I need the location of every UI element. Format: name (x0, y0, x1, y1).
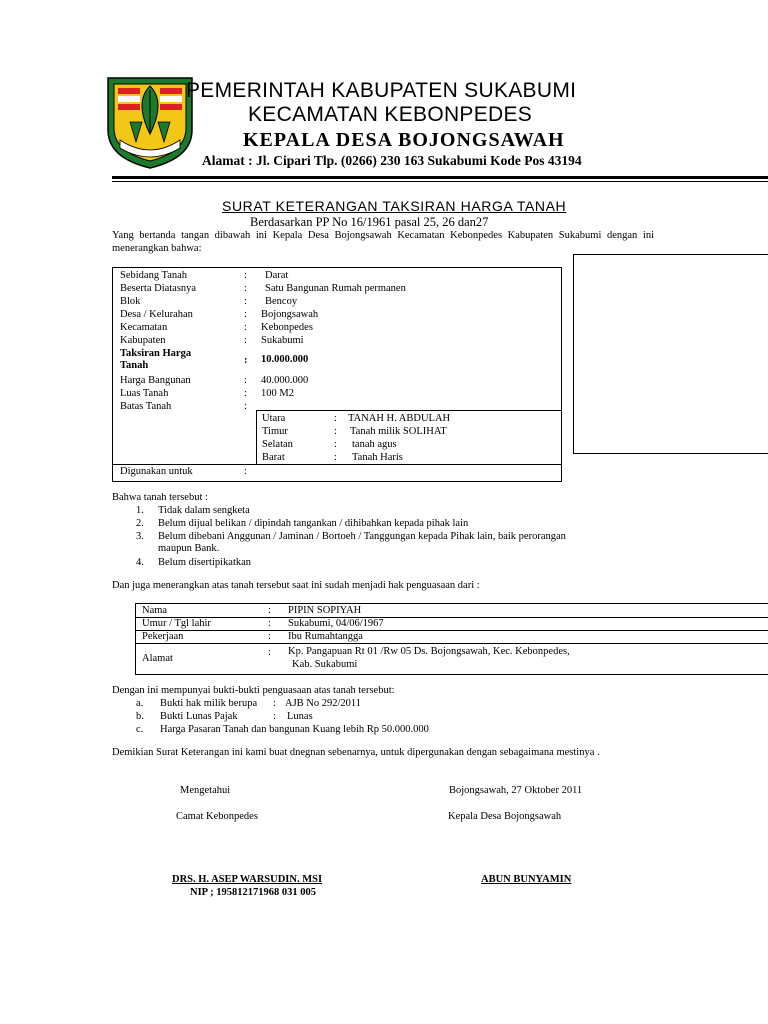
owner-value: Ibu Rumahtangga (288, 631, 363, 642)
owner-address-line1: Kp. Pangapuan Rt 01 /Rw 05 Ds. Bojongsawah, Kec. Kebonpedes, (288, 646, 570, 657)
evidence-num: a. (136, 698, 144, 709)
land-usage-label: Digunakan untuk (120, 466, 193, 477)
owner-value: Sukabumi, 04/06/1967 (288, 618, 384, 629)
status-item: Tidak dalam sengketa (158, 505, 250, 516)
letterhead-address: Alamat : Jl. Cipari Tlp. (0266) 230 163 Sukabumi Kode Pos 43194 (202, 153, 582, 168)
land-row-sep: : (244, 322, 247, 333)
left-signatory-nip: NIP ; 195812171968 031 005 (190, 887, 316, 898)
land-row-sep: : (244, 355, 248, 366)
left-signatory-name: DRS. H. ASEP WARSUDIN. MSI (172, 874, 323, 885)
owner-label: Umur / Tgl lahir (142, 618, 211, 629)
status-item: Belum dijual belikan / dipindah tangankan / dihibahkan kepada pihak lain (158, 518, 469, 529)
land-row-sep: : (244, 388, 247, 399)
border-value: Tanah Haris (352, 452, 403, 463)
evidence-num: c. (136, 724, 144, 735)
evidence-intro: Dengan ini mempunyai bukti-bukti penguasaan atas tanah tersebut: (112, 685, 395, 696)
status-item: Belum dibebani Anggunan / Jaminan / Bortoeh / Tanggungan kepada Pihak lain, baik perorangan (158, 531, 566, 542)
evidence-label: Harga Pasaran Tanah dan bangunan Kuang lebih Rp 50.000.000 (160, 724, 429, 735)
land-row-value: Bojongsawah (261, 309, 319, 320)
border-label: Barat (262, 452, 285, 463)
left-signatory-title: Camat Kebonpedes (176, 811, 258, 822)
border-label: Selatan (262, 439, 293, 450)
land-row-value: 100 M2 (261, 388, 294, 399)
land-row-label: Batas Tanah (120, 401, 172, 412)
land-row-label: Blok (120, 296, 141, 307)
land-row-sep: : (244, 335, 247, 346)
land-usage-sep: : (244, 466, 247, 477)
owner-table-divider (135, 643, 768, 644)
land-row-value: Bencoy (265, 296, 298, 307)
border-value: TANAH H. ABDULAH (348, 413, 451, 424)
owner-table (135, 603, 768, 675)
status-item-num: 4. (136, 557, 144, 568)
evidence-sep: : (273, 711, 276, 722)
border-value: tanah agus (352, 439, 397, 450)
place-date: Bojongsawah, 27 Oktober 2011 (449, 785, 583, 796)
letterhead-government: PEMERINTAH KABUPATEN SUKABUMI (186, 79, 577, 102)
land-row-sep: : (244, 270, 247, 281)
owner-table-divider (135, 630, 768, 631)
intro-paragraph: Yang bertanda tangan dibawah ini Kepala Desa Bojongsawah Kecamatan Kebonpedes Kabupaten Sukabumi dengan ini menerangkan bahwa: (112, 230, 654, 254)
land-row-sep: : (244, 296, 247, 307)
border-label: Timur (262, 426, 288, 437)
land-row-label: Sebidang Tanah (120, 270, 188, 281)
ownership-intro: Dan juga menerangkan atas tanah tersebut saat ini sudah menjadi hak penguasaan dari : (112, 580, 480, 591)
land-row-label: Kecamatan (120, 322, 168, 333)
border-sep: : (334, 413, 337, 424)
regency-emblem-logo (100, 72, 200, 170)
owner-value: PIPIN SOPIYAH (288, 605, 362, 616)
status-item-num: 3. (136, 531, 144, 542)
land-row-label: Kabupaten (120, 335, 166, 346)
border-value: Tanah milik SOLIHAT (350, 426, 447, 437)
left-caption: Mengetahui (180, 785, 231, 796)
land-row-value: 40.000.000 (261, 375, 309, 386)
land-row-value: Kebonpedes (261, 322, 313, 333)
land-row-label: Luas Tanah (120, 388, 169, 399)
land-row-sep: : (244, 375, 247, 386)
border-sep: : (334, 452, 337, 463)
land-row-label: Taksiran Harga Tanah (120, 348, 192, 371)
evidence-num: b. (136, 711, 144, 722)
land-row-label: Desa / Kelurahan (120, 309, 193, 320)
evidence-sep: : (273, 698, 276, 709)
owner-label: Alamat (142, 653, 173, 664)
land-row-sep: : (244, 309, 247, 320)
land-row-sep: : (244, 401, 247, 412)
land-row-label: Harga Bangunan (120, 375, 191, 386)
land-row-value: Sukabumi (261, 335, 304, 346)
status-item-num: 1. (136, 505, 144, 516)
owner-sep: : (268, 631, 271, 642)
evidence-value: Lunas (287, 711, 313, 722)
status-item-num: 2. (136, 518, 144, 529)
right-signatory-title: Kepala Desa Bojongsawah (448, 811, 562, 822)
land-row-sep: : (244, 283, 247, 294)
land-row-label: Beserta Diatasnya (120, 283, 197, 294)
closing-paragraph: Demikian Surat Keterangan ini kami buat dnegnan sebenarnya, untuk dipergunakan dengan sebagaimana mestinya . (112, 747, 600, 758)
owner-label: Pekerjaan (142, 631, 184, 642)
owner-label: Nama (142, 605, 168, 616)
land-row-value: Darat (265, 270, 289, 281)
evidence-value: AJB No 292/2011 (285, 698, 362, 709)
land-row-value: 10.000.000 (261, 354, 309, 365)
status-item-continuation: maupun Bank. (158, 543, 220, 554)
right-signatory-name: ABUN BUNYAMIN (481, 874, 572, 885)
owner-sep: : (268, 605, 271, 616)
letterhead-village-head: KEPALA DESA BOJONGSAWAH (243, 129, 565, 151)
owner-address-line2: Kab. Sukabumi (292, 659, 358, 670)
land-row-valuation (120, 348, 309, 374)
status-item: Belum disertipikatkan (158, 557, 252, 568)
letterhead-rule-thin (112, 181, 768, 182)
owner-table-divider (135, 617, 768, 618)
letterhead-district: KECAMATAN KEBONPEDES (248, 103, 533, 126)
status-heading: Bahwa tanah tersebut : (112, 492, 208, 503)
photo-box (573, 254, 768, 454)
letterhead-rule-thick (112, 176, 768, 179)
border-sep: : (334, 439, 337, 450)
owner-sep: : (268, 647, 271, 658)
land-row-value: Satu Bangunan Rumah permanen (265, 283, 406, 294)
border-sep: : (334, 426, 337, 437)
document-title: SURAT KETERANGAN TAKSIRAN HARGA TANAH (222, 198, 567, 214)
legal-basis: Berdasarkan PP No 16/1961 pasal 25, 26 dan27 (250, 215, 489, 229)
evidence-label: Bukti Lunas Pajak (160, 711, 238, 722)
evidence-label: Bukti hak milik berupa (160, 698, 258, 709)
owner-sep: : (268, 618, 271, 629)
border-label: Utara (262, 413, 286, 424)
